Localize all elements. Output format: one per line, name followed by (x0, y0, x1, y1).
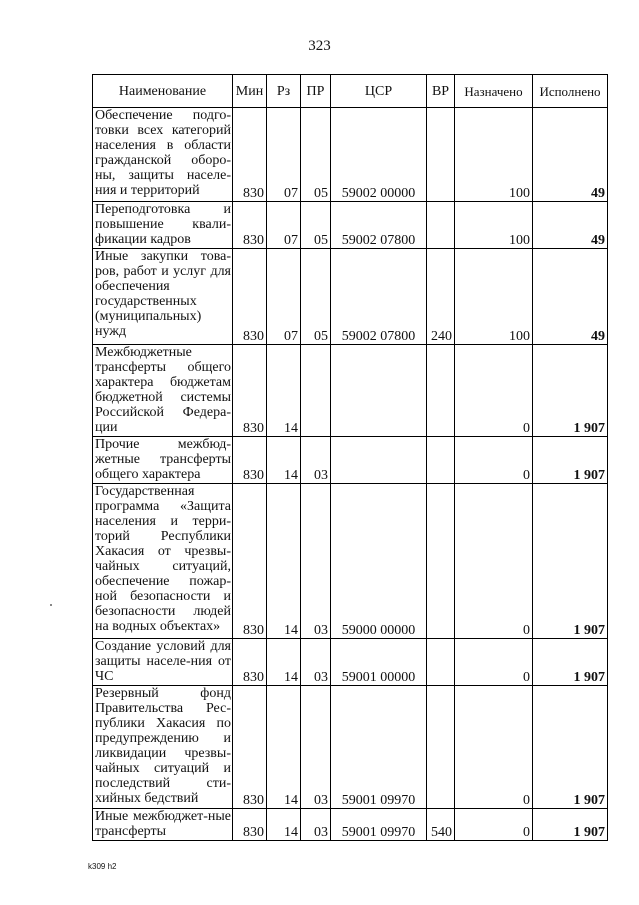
table-row (93, 639, 608, 686)
footer-code: k309 h2 (88, 862, 117, 871)
row-assigned: 0 (455, 809, 533, 841)
row-csr: 59002 07800 (331, 202, 427, 249)
row-assigned: 0 (455, 345, 533, 437)
header-assigned: Назначено (455, 75, 533, 108)
row-csr (331, 437, 427, 484)
row-executed: 1 907 (533, 809, 608, 841)
row-pr: 05 (301, 202, 331, 249)
row-name: Прочие межбюд-жетные трансферты общего характера (93, 437, 233, 484)
row-executed: 1 907 (533, 484, 608, 639)
row-pr: 03 (301, 809, 331, 841)
row-min: 830 (233, 249, 267, 345)
row-pr: 03 (301, 686, 331, 809)
row-assigned: 0 (455, 484, 533, 639)
header-rz: Рз (267, 75, 301, 108)
row-vr (427, 108, 455, 202)
row-rz: 14 (267, 686, 301, 809)
row-pr: 03 (301, 484, 331, 639)
row-vr (427, 202, 455, 249)
row-executed: 49 (533, 249, 608, 345)
row-vr: 240 (427, 249, 455, 345)
row-executed: 49 (533, 202, 608, 249)
row-name: Переподготовка и повышение квали-фикации кадров (93, 202, 233, 249)
row-name: Иные закупки това-ров, работ и услуг для обеспечения государственных (муниципальных) нужд (93, 249, 233, 345)
row-min: 830 (233, 686, 267, 809)
row-min: 830 (233, 809, 267, 841)
row-assigned: 0 (455, 686, 533, 809)
header-name: Наименование (93, 75, 233, 108)
table-row (93, 686, 608, 809)
row-csr: 59001 09970 (331, 809, 427, 841)
row-csr (331, 345, 427, 437)
row-vr (427, 484, 455, 639)
row-pr: 03 (301, 639, 331, 686)
scan-dot (50, 604, 52, 606)
row-assigned: 0 (455, 437, 533, 484)
row-min: 830 (233, 108, 267, 202)
row-name: Межбюджетные трансферты общего характера бюджетам бюджетной системы Российской Федера-ции (93, 345, 233, 437)
row-assigned: 0 (455, 639, 533, 686)
row-min: 830 (233, 202, 267, 249)
header-min: Мин (233, 75, 267, 108)
row-csr: 59002 07800 (331, 249, 427, 345)
row-min: 830 (233, 437, 267, 484)
row-rz: 14 (267, 437, 301, 484)
row-name: Резервный фонд Правительства Рес-публики Хакасия по предупреждению и ликвидации чрезвы-чайных ситуаций и последствий сти-хийных бедствий (93, 686, 233, 809)
row-csr: 59002 00000 (331, 108, 427, 202)
header-csr: ЦСР (331, 75, 427, 108)
row-rz: 07 (267, 202, 301, 249)
row-executed: 1 907 (533, 639, 608, 686)
row-vr: 540 (427, 809, 455, 841)
table-row (93, 249, 608, 345)
row-rz: 14 (267, 639, 301, 686)
row-min: 830 (233, 639, 267, 686)
row-executed: 1 907 (533, 437, 608, 484)
row-name: Создание условий для защиты населе-ния от ЧС (93, 639, 233, 686)
table-row (93, 202, 608, 249)
table-row (93, 345, 608, 437)
row-executed: 1 907 (533, 345, 608, 437)
row-pr: 05 (301, 249, 331, 345)
row-csr: 59000 00000 (331, 484, 427, 639)
row-min: 830 (233, 345, 267, 437)
page-number: 323 (308, 38, 331, 54)
header-pr: ПР (301, 75, 331, 108)
row-name: Обеспечение подго-товки всех категорий населения в области гражданской оборо-ны, защиты населе-ния и территорий (93, 108, 233, 202)
budget-table (92, 74, 608, 841)
row-executed: 49 (533, 108, 608, 202)
row-name: Государственная программа «Защита населения и терри-торий Республики Хакасия от чрезвы-чайных ситуаций, обеспечение пожар-ной безопасности и безопасности людей на водных объектах» (93, 484, 233, 639)
row-pr (301, 345, 331, 437)
row-rz: 14 (267, 484, 301, 639)
table-row (93, 437, 608, 484)
row-rz: 14 (267, 345, 301, 437)
row-rz: 14 (267, 809, 301, 841)
row-assigned: 100 (455, 108, 533, 202)
header-executed: Исполнено (533, 75, 608, 108)
row-pr: 03 (301, 437, 331, 484)
row-pr: 05 (301, 108, 331, 202)
table-row (93, 809, 608, 841)
row-executed: 1 907 (533, 686, 608, 809)
row-min: 830 (233, 484, 267, 639)
row-csr: 59001 00000 (331, 639, 427, 686)
table-row (93, 108, 608, 202)
row-vr (427, 345, 455, 437)
row-vr (427, 686, 455, 809)
row-assigned: 100 (455, 249, 533, 345)
row-assigned: 100 (455, 202, 533, 249)
table-row (93, 484, 608, 639)
row-vr (427, 639, 455, 686)
header-vr: ВР (427, 75, 455, 108)
row-rz: 07 (267, 108, 301, 202)
header-row (93, 75, 608, 108)
row-csr: 59001 09970 (331, 686, 427, 809)
row-name: Иные межбюджет-ные трансферты (93, 809, 233, 841)
row-vr (427, 437, 455, 484)
row-rz: 07 (267, 249, 301, 345)
